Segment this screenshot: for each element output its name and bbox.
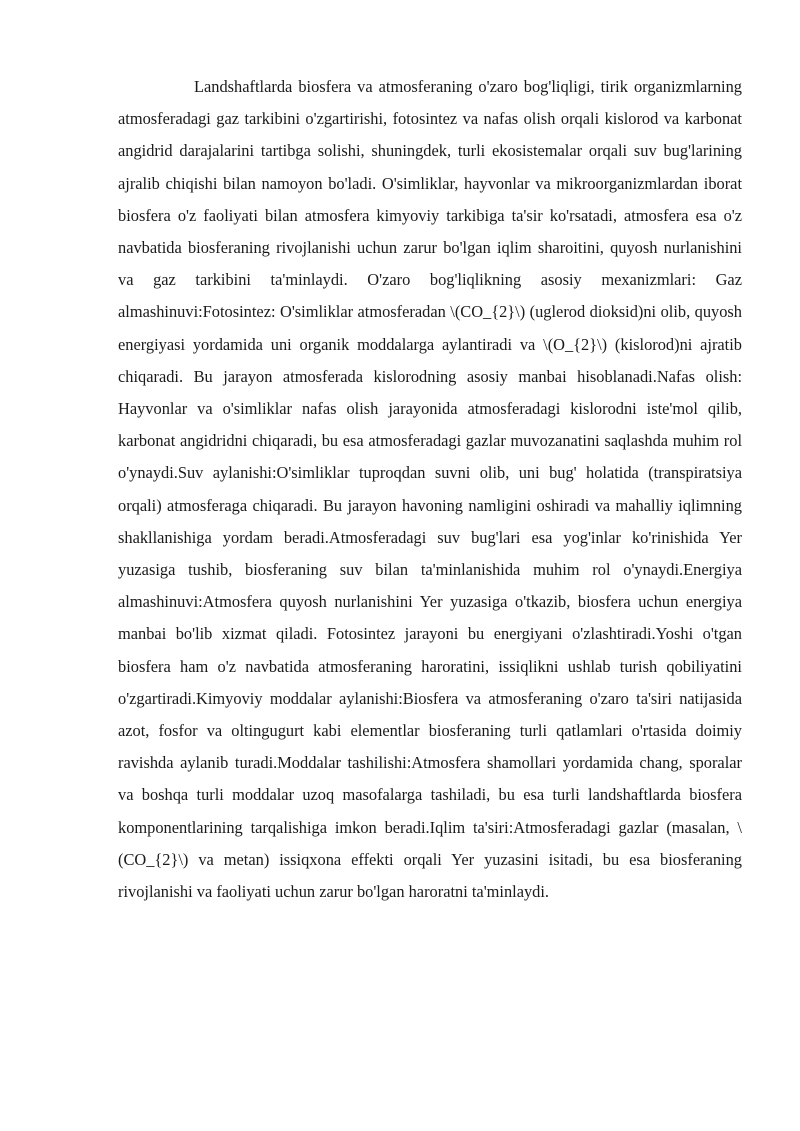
body-paragraph: Landshaftlarda biosfera va atmosferaning o'zaro bog'liqligi, tirik organizmlarning atmosferadagi gaz tarkibini o'zgartirishi, fotosintez va nafas olish orqali kislorod va karbonat angidrid darajalarini tartibga solishi, shuningdek, turli ekosistemalar orqali suv bug'larining ajralib chiqishi bilan namoyon bo'ladi. O'simliklar, hayvonlar va mikroorganizmlardan iborat biosfera o'z faoliyati bilan atmosfera kimyoviy tarkibiga ta'sir ko'rsatadi, atmosfera esa o'z navbatida biosferaning rivojlanishi uchun zarur bo'lgan iqlim sharoitini, quyosh nurlanishini va gaz tarkibini ta'minlaydi. O'zaro bog'liqlikning asosiy mexanizmlari: Gaz almashinuvi:Fotosintez: O'simliklar atmosferadan \(CO_{2}\) (uglerod dioksid)ni olib, quyosh energiyasi yordamida uni organik moddalarga aylantiradi va \(O_{2}\) (kislorod)ni ajratib chiqaradi. Bu jarayon atmosferada kislorodning asosiy manbai hisoblanadi.Nafas olish: Hayvonlar va o'simliklar nafas olish jarayonida atmosferadagi kislorodni iste'mol qilib, karbonat angidridni chiqaradi, bu esa atmosferadagi gazlar muvozanatini saqlashda muhim rol o'ynaydi.Suv aylanishi:O'simliklar tuproqdan suvni olib, uni bug' holatida (transpiratsiya orqali) atmosferaga chiqaradi. Bu jarayon havoning namligini oshiradi va mahalliy iqlimning shakllanishiga yordam beradi.Atmosferadagi suv bug'lari esa yog'inlar ko'rinishida Yer yuzasiga tushib, biosferaning suv bilan ta'minlanishida muhim rol o'ynaydi.Energiya almashinuvi:Atmosfera quyosh nurlanishini Yer yuzasiga o'tkazib, biosfera uchun energiya manbai bo'lib xizmat qiladi. Fotosintez jarayoni bu energiyani o'zlashtiradi.Yoshi o'tgan biosfera ham o'z navbatida atmosferaning haroratini, issiqlikni ushlab turish qobiliyatini o'zgartiradi.Kimyoviy moddalar aylanishi:Biosfera va atmosferaning o'zaro ta'siri natijasida azot, fosfor va oltingugurt kabi elementlar biosferaning turli qatlamlari o'rtasida doimiy ravishda aylanib turadi.Moddalar tashilishi:Atmosfera shamollari yordamida chang, sporalar va boshqa turli moddalar uzoq masofalarga tashiladi, bu esa turli landshaftlarda biosfera komponentlarining tarqalishiga imkon beradi.Iqlim ta'siri:Atmosferadagi gazlar (masalan, \(CO_{2}\) va metan) issiqxona effekti orqali Yer yuzasini isitadi, bu esa biosferaning rivojlanishi va faoliyati uchun zarur bo'lgan haroratni ta'minlaydi. (118, 77, 742, 902)
